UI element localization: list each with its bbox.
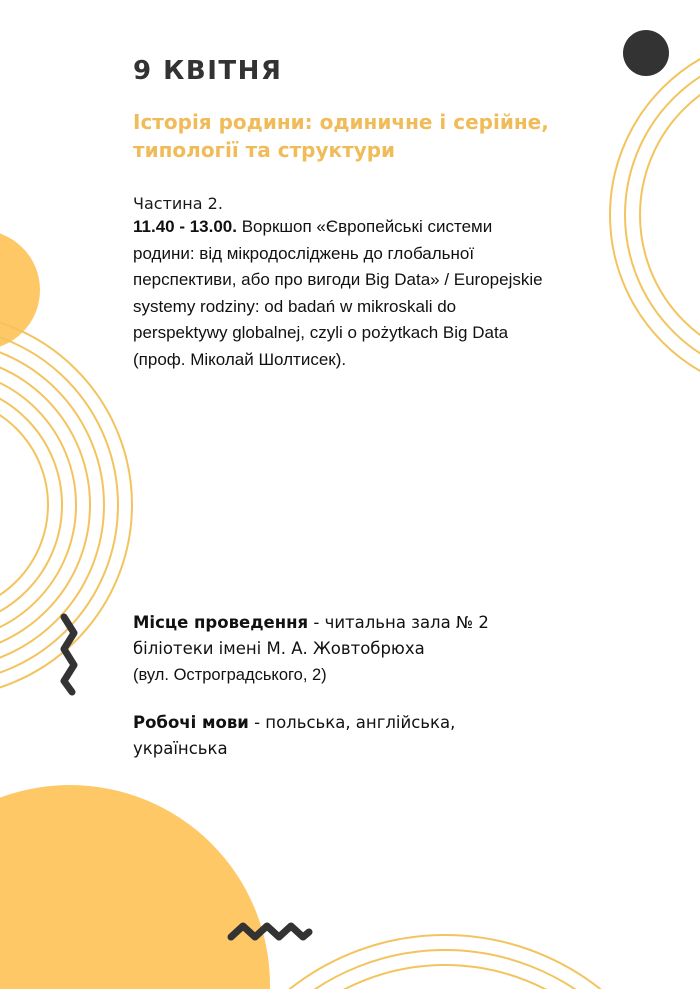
venue-address: (вул. Остроградського, 2)	[133, 666, 327, 684]
yellow-disc-bottom	[0, 785, 270, 989]
workshop-speaker: (проф. Міколай Шолтисек).	[133, 349, 347, 369]
venue-text: - читальна зала № 2 біліотеки імені М. А. Жовтобрюха	[133, 613, 489, 658]
languages-text: - польська, англійська, українська	[133, 713, 456, 758]
workshop-text: Воркшоп «Європейські системи родини: від мікродосліджень до глобальної перспективи, або про вигоди Big Data» / Europejskie systemy rodziny: od badań w mikroskali do perspektywy globalnej, czyli o pożytkach Big Data	[133, 217, 543, 342]
venue-info	[133, 610, 553, 688]
zigzag-vertical-icon	[64, 617, 74, 692]
event-title: Історія родини: одиничне і серійне, типології та структури	[133, 110, 549, 162]
date-heading: 9 КВІТНЯ	[133, 56, 283, 86]
workshop-description	[133, 214, 553, 373]
workshop-time: 11.40 - 13.00.	[133, 217, 237, 236]
part-label: Частина 2.	[133, 194, 223, 213]
yellow-disc-left	[0, 230, 40, 350]
filled-dot-icon	[623, 30, 669, 76]
languages-info	[133, 710, 553, 762]
concentric-rings-top-right	[610, 35, 700, 395]
languages-label: Робочі мови	[133, 713, 249, 732]
concentric-rings-bottom	[195, 935, 695, 989]
venue-label: Місце проведення	[133, 613, 309, 632]
